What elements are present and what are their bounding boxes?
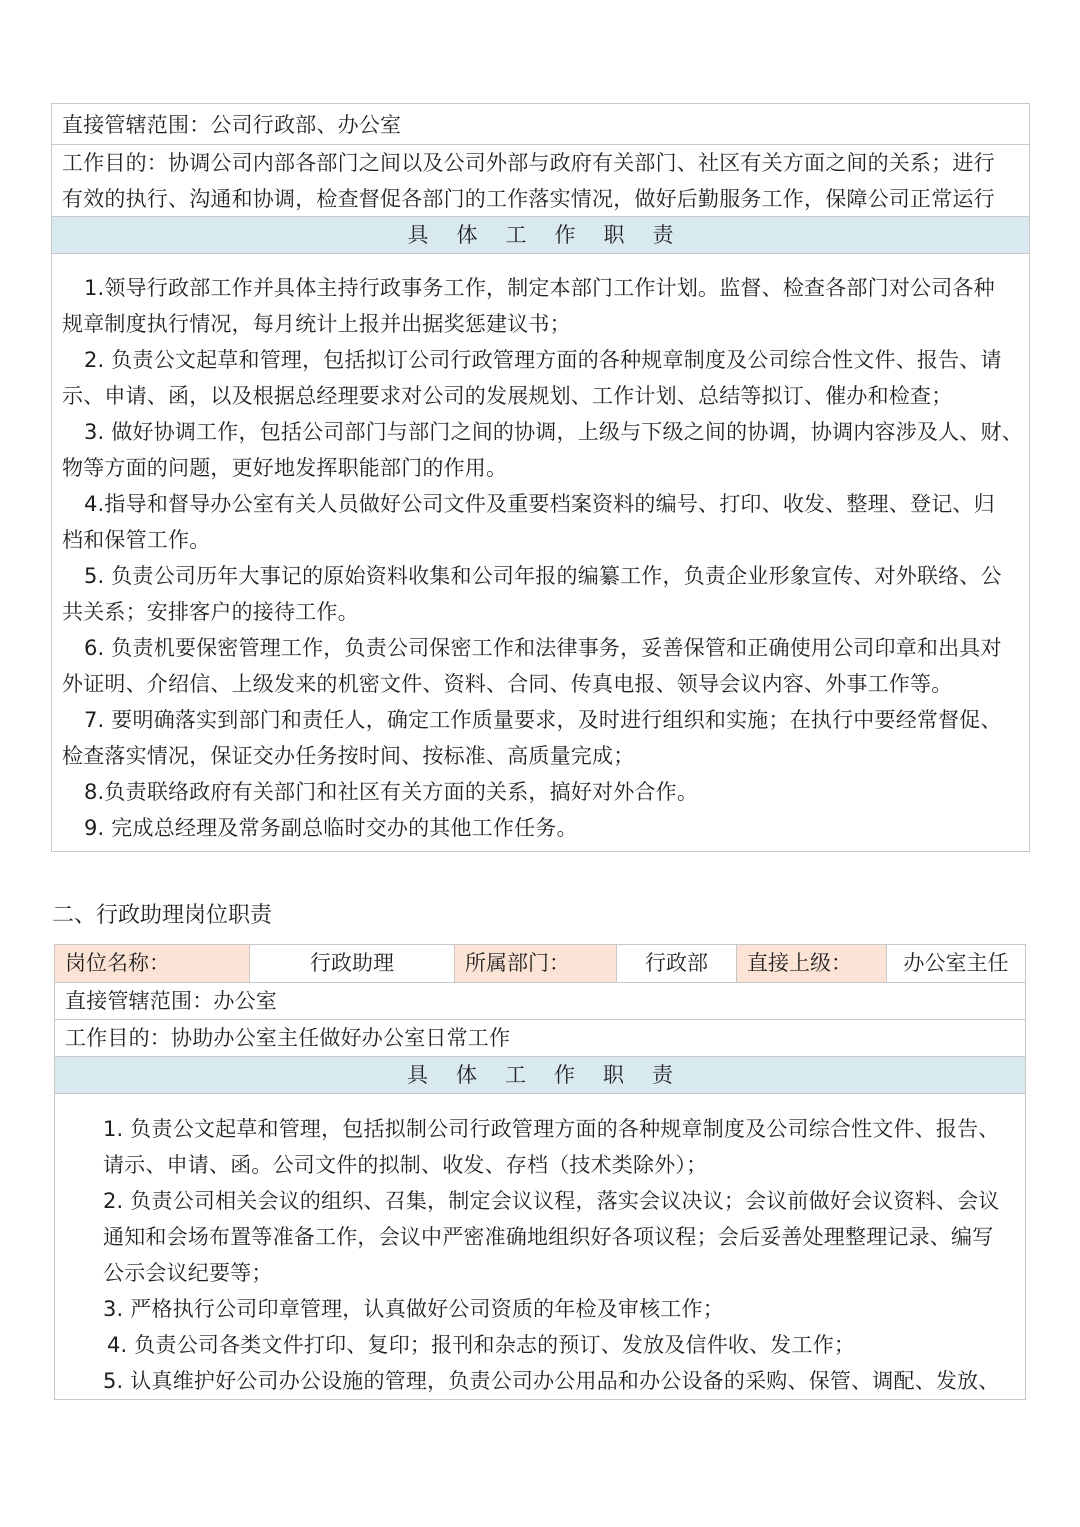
superior-value: 办公室主任 [903, 951, 1009, 975]
duty-9: 9. 完成总经理及常务副总临时交办的其他工作任务。 [84, 816, 578, 840]
duty-2-line-2: 示、申请、函，以及根据总经理要求对公司的发展规划、工作计划、总结等拟订、催办和检查； [62, 384, 953, 408]
scope-row-2 [55, 983, 1025, 1020]
assistant-duty-3: 3. 严格执行公司印章管理，认真做好公司资质的年检及审核工作； [103, 1297, 724, 1321]
scope-text-2: 直接管辖范围：办公室 [65, 989, 277, 1013]
duty-3-line-1: 3. 做好协调工作，包括公司部门与部门之间的协调，上级与下级之间的协调，协调内容涉及人、财、 [84, 420, 1023, 444]
assistant-duty-2-line-1: 2. 负责公司相关会议的组织、召集，制定会议议程，落实会议决议；会议前做好会议资料、会议 [103, 1189, 1000, 1213]
assistant-duty-1-line-1: 1. 负责公文起草和管理，包括拟制公司行政管理方面的各种规章制度及公司综合性文件、报告、 [103, 1117, 1000, 1141]
purpose-row [52, 145, 1029, 217]
purpose-text-2: 工作目的：协助办公室主任做好办公室日常工作 [65, 1026, 511, 1050]
duty-5-line-2: 共关系；安排客户的接待工作。 [62, 600, 359, 624]
section-title: 二、行政助理岗位职责 [52, 903, 273, 928]
duty-7-line-1: 7. 要明确落实到部门和责任人，确定工作质量要求，及时进行组织和实施；在执行中要经常督促、 [84, 708, 1002, 732]
purpose-row-2 [55, 1020, 1025, 1057]
duty-1-line-1: 1.领导行政部工作并具体主持行政事务工作，制定本部门工作计划。监督、检查各部门对公司各种 [84, 276, 995, 300]
dept-label: 所属部门： [455, 945, 617, 982]
dept-value: 行政部 [617, 945, 737, 982]
duty-4-line-1: 4.指导和督导办公室有关人员做好公司文件及重要档案资料的编号、打印、收发、整理、登记、归 [84, 492, 995, 516]
table-admin-assistant [54, 944, 1026, 1400]
table-admin-manager [51, 103, 1030, 852]
duties-header: 具体工作职责 [407, 223, 702, 247]
position-label: 岗位名称： [55, 945, 250, 982]
info-row [55, 945, 1025, 983]
purpose-line-2: 有效的执行、沟通和协调，检查督促各部门的工作落实情况，做好后勤服务工作，保障公司正常运行 [62, 187, 995, 211]
assistant-duty-5: 5. 认真维护好公司办公设施的管理，负责公司办公用品和办公设备的采购、保管、调配、发放、 [103, 1369, 1000, 1393]
superior-label: 直接上级： [737, 945, 887, 982]
duty-3-line-2: 物等方面的问题，更好地发挥职能部门的作用。 [62, 456, 508, 480]
duty-5-line-1: 5. 负责公司历年大事记的原始资料收集和公司年报的编纂工作，负责企业形象宣传、对外联络、公 [84, 564, 1002, 588]
scope-text: 直接管辖范围：公司行政部、办公室 [62, 113, 402, 137]
duty-4-line-2: 档和保管工作。 [62, 528, 211, 552]
position-value: 行政助理 [250, 945, 455, 982]
assistant-duty-1-line-2: 请示、申请、函。公司文件的拟制、收发、存档（技术类除外）； [103, 1153, 708, 1177]
assistant-duty-4: 4. 负责公司各类文件打印、复印；报刊和杂志的预订、发放及信件收、发工作； [107, 1333, 856, 1357]
assistant-duty-2-line-3: 公示会议纪要等； [103, 1261, 273, 1285]
assistant-duty-2-line-2: 通知和会场布置等准备工作，会议中严密准确地组织好各项议程；会后妥善处理整理记录、编写 [103, 1225, 994, 1249]
duty-1-line-2: 规章制度执行情况，每月统计上报并出据奖惩建议书； [62, 312, 571, 336]
duties-list [62, 270, 1023, 846]
duty-6-line-2: 外证明、介绍信、上级发来的机密文件、资料、合同、传真电报、领导会议内容、外事工作等。 [62, 672, 953, 696]
duties-header-row-2 [55, 1057, 1025, 1094]
duties-list-2 [103, 1111, 1000, 1399]
duties-header-2: 具体工作职责 [407, 1063, 701, 1087]
purpose-line-1: 工作目的：协调公司内部各部门之间以及公司外部与政府有关部门、社区有关方面之间的关系；进行 [62, 151, 995, 175]
duties-header-row [52, 217, 1029, 254]
scope-row [52, 104, 1029, 145]
duty-2-line-1: 2. 负责公文起草和管理，包括拟订公司行政管理方面的各种规章制度及公司综合性文件、报告、请 [84, 348, 1002, 372]
duty-7-line-2: 检查落实情况，保证交办任务按时间、按标准、高质量完成； [62, 744, 635, 768]
duty-6-line-1: 6. 负责机要保密管理工作，负责公司保密工作和法律事务，妥善保管和正确使用公司印章和出具对 [84, 636, 1002, 660]
duty-8: 8.负责联络政府有关部门和社区有关方面的关系，搞好对外合作。 [84, 780, 699, 804]
